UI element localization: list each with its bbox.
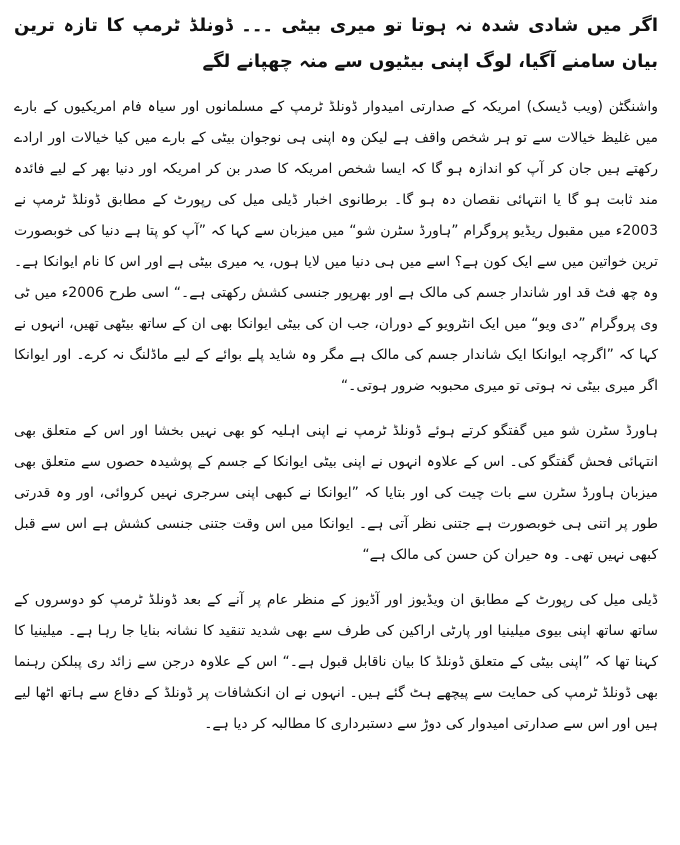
article-paragraph-1: واشنگٹن (ویب ڈیسک) امریکہ کے صدارتی امیدوار ڈونلڈ ٹرمپ کے مسلمانوں اور سیاہ فام امریکیوں کے بارے میں غلیظ خیالات سے تو ہر شخص واقف ہے لیکن وہ اپنی ہی نوجوان بیٹی کے بارے میں کیا خیالات اور ارادے رکھتے ہیں جان کر آپ کو اندازہ ہو گا کہ ایسا شخص امریکہ کا صدر بن کر امریکہ اور دنیا بھر کے لیے فائدہ مند ثابت ہو گا یا انتہائی نقصان دہ ہو گا۔ برطانوی اخبار ڈیلی میل کی رپورٹ کے مطابق ڈونلڈ ٹرمپ نے 2003ء میں مقبول ریڈیو پروگرام ”ہاورڈ سٹرن شو“ میں میزبان سے کہا کہ ”آپ کو پتا ہے دنیا کی خوبصورت ترین خواتین میں سے ایک کون ہے؟ اسے میں ہی دنیا میں لایا ہوں، یہ میری بیٹی ہے اور اس کا نام ایوانکا ہے۔ وہ چھ فٹ قد اور شاندار جسم کی مالک ہے اور بھرپور جنسی کشش رکھتی ہے۔“ اسی طرح 2006ء میں ٹی وی پروگرام ”دی ویو“ میں ایک انٹرویو کے دوران، جب ان کی بیٹی ایوانکا بھی ان کے ساتھ بیٹھی تھیں، انہوں نے کہا کہ ”اگرچہ ایوانکا ایک شاندار جسم کی مالک ہے مگر وہ شاید پلے بوائے کے لیے ماڈلنگ نہ کرے۔ اور ایوانکا اگر میری بیٹی نہ ہوتی تو میری محبوبہ ضرور ہوتی۔“ [14,99,658,394]
article-paragraph-2: ہاورڈ سٹرن شو میں گفتگو کرتے ہوئے ڈونلڈ ٹرمپ نے اپنی اہلیہ کو بھی نہیں بخشا اور اس کے متعلق بھی انتہائی فحش گفتگو کی۔ اس کے علاوہ انہوں نے اپنی بیٹی ایوانکا کے جسم کے پوشیدہ حصوں سے متعلق بھی میزبان ہاورڈ سٹرن سے بات چیت کی اور بتایا کہ ”ایوانکا نے کبھی اپنی سرجری نہیں کروائی، اور وہ قدرتی طور پر اتنی ہی خوبصورت ہے جتنی نظر آتی ہے۔ ایوانکا میں اس وقت جتنی جنسی کشش ہے اس سے قبل کبھی نہیں تھی۔ وہ حیران کن حسن کی مالک ہے“ [14,423,658,563]
article-paragraph-3: ڈیلی میل کی رپورٹ کے مطابق ان ویڈیوز اور آڈیوز کے منظر عام پر آنے کے بعد ڈونلڈ ٹرمپ کو دوسروں کے ساتھ ساتھ اپنی بیوی میلینیا اور پارٹی اراکین کی طرف سے بھی شدید تنقید کا نشانہ بنایا جا رہا ہے۔ میلینیا کا کہنا تھا کہ ”اپنی بیٹی کے متعلق ڈونلڈ کا بیان ناقابل قبول ہے۔“ اس کے علاوہ درجن سے زائد ری پبلکن رہنما بھی ڈونلڈ ٹرمپ کی حمایت سے پیچھے ہٹ گئے ہیں۔ انہوں نے ان انکشافات پر ڈونلڈ کے دفاع سے ہاتھ اٹھا لیے ہیں اور اس سے صدارتی امیدوار کی دوڑ سے دستبرداری کا مطالبہ کر دیا ہے۔ [14,592,658,732]
article-headline: اگر میں شادی شدہ نہ ہوتا تو میری بیٹی ۔۔۔ ڈونلڈ ٹرمپ کا تازہ ترین بیان سامنے آگیا، لوگ اپنی بیٹیوں سے منہ چھپانے لگے [14,15,658,72]
